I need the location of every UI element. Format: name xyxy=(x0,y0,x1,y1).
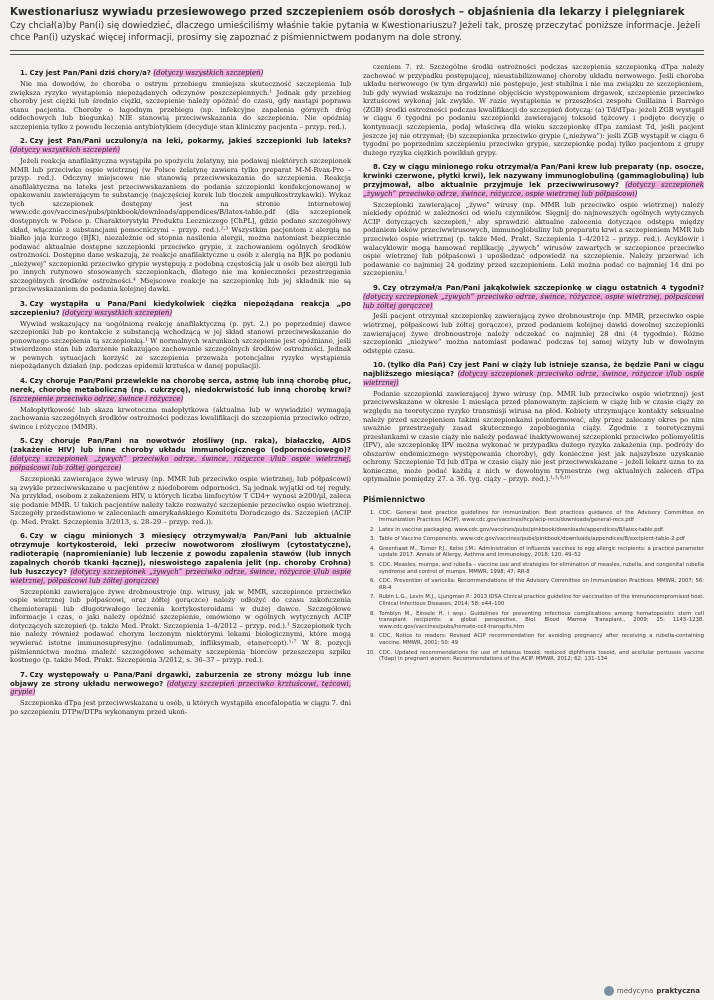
continuation-paragraph: czeniem 7. rż. Szczególne środki ostrożności podczas szczepienia szczepionką dTpa należy zachować w przypadku postępującej, nieustabilizowanej choroby układu nerwowego. Jeśli choroba układu nerwowego (w tym drgawki) nie postępuje, jest stabilna i nie ma związku ze szczepieniem, lub gdy wywiad wskazuje na rodzinne objęciście występowaniem drgawek, szczepienie przeciwko krztuścowi wykonaj jak zwykle. W razie wystąpienia w przeszłości zespołu Guillaina i Barrégo (ZGB) środki ostrożności podczas kwalifikacji do szczepień dotyczą: (a) Td/dTpa: jeżeli ZGB wystąpił w ciągu 6 tygodni po podaniu szczepionki zawierającej toksoid tężcowy i podjęto decyzję o kontynuacji szczepienia, podaj właściwą dla wieku szczepionkę dTpa zamiast Td, jeśli pacjent jeszcze jej nie otrzymał; (b) szczepionka przeciwko grypie („nieżywa”): jeśli ZGB wystąpił w ciągu 6 tygodni po poprzednim szczepieniu przeciwko grypie, szczepionkę podaj tylko pacjentom z grupy dużego ryzyka ciężkich powikłań grypy. xyxy=(363,63,704,157)
reference-number: 5. xyxy=(369,562,375,569)
answer-paragraph: Szczepionki zawierające żywe drobnoustroje (np. wirusy, jak w MMR, szczepionce przeciwko ospie wietrznej lub półpaścowi, oraz żółtej gorączce) należy odłożyć do czasu zakończenia chemioterapii lub długotrwałego leczenia kortykosteroidami w dużej dawce. Szczegółowe informacje i czas, o jaki należy opóźnić szczepienie, omówiono w ogólnych wytycznych ACIP dotyczących szczepień (p. także Med. Prakt. Szczepienia 1–4/2012 – przyp. red.).¹ Szczepionek tych nie należy również podawać chorym leczonym niektórymi lekami biologicznymi, które mogą wywierać istotne immunosupresyjne (adalimumab, infliksymab, etanercept).¹˒⁷ W 8. pozycji piśmiennictwa można znaleźć szczegółowe schematy szczepienia biorców przeszczepu szpiku kostnego (p. także Med. Prakt. Szczepienia 3/2012, s. 36–37 – przyp. red.). xyxy=(10,587,351,665)
question-applicability-note: (szczepienie przeciwko odrze, śwince i różyczce) xyxy=(10,394,184,403)
publisher-logo-icon xyxy=(604,986,614,996)
question-applicability-note: (dotyczy szczepień przeciwko krztuścowi, tężcowi, grypie) xyxy=(10,679,352,697)
reference-item xyxy=(363,510,704,523)
answer-paragraph: Nie ma dowodów, że choroba o ostrym przebiegu zmniejsza skuteczność szczepienia lub zwiększa ryzyko wystąpienia niepożądanych odczynów poszczepiennych.¹ Jednak gdy przebieg choroby jest ciężki lub średnio ciężki, szczepienie należy opóźnić do czasu, gdy nastąpi poprawa stanu pacjenta. Choroby o łagodnym przebiegu (np. infekcyjne zapalenia górnych dróg oddechowych lub biegunka) NIE stanowią przeciwwskazania do szczepienia. Nie opóźniaj szczepienia tylko z powodu leczenia antybiotykiem (decyduje stan kliniczny pacjenta – przyp. red.). xyxy=(10,80,351,131)
question-number: 3. xyxy=(20,299,28,308)
answer-paragraph: Szczepionki zawierające żywe wirusy (np. MMR lub przeciwko ospie wietrznej, lub półpaścowi) są zwykle przeciwwskazane u pacjentów z niedoborem odporności. Są jednak wyjątki od tej reguły. Na przykład, osobom z zakażeniem HIV, u których liczba limfocytów T CD4+ wynosi ≥200/µl, zaleca się podanie MMR. U takich pacjentów należy także rozważyć szczepienie przeciwko ospie wietrznej. Szczegóły przedstawiono w zaleceniach amerykańskiego Komitetu Doradczego ds. Szczepień (ACIP (p. Med. Prakt. Szczepienia 3/2013, s. 28–29 – przyp. red.)). xyxy=(10,475,351,526)
reference-text: CDC. Prevention of varicella: Recommendations of the Advisory Committee on Immunization Practices. MMWR, 2007; 56: RR-4 xyxy=(379,578,704,591)
reference-number: 4. xyxy=(369,545,375,552)
reference-item xyxy=(363,633,704,646)
question-heading xyxy=(363,163,704,199)
question-heading xyxy=(10,671,351,698)
question-heading xyxy=(10,69,351,78)
brand-name-a: medycyna xyxy=(616,987,654,995)
reference-number: 3. xyxy=(369,536,375,543)
reference-item xyxy=(363,536,704,543)
reference-item xyxy=(363,546,704,559)
question-highlight xyxy=(62,309,172,317)
question-number: 4. xyxy=(20,377,28,386)
question-applicability-note: (dotyczy szczepionek przeciwko odrze, śwince, różyczce i/lub ospie wietrznej) xyxy=(363,370,704,388)
reference-item xyxy=(363,527,704,534)
right-questions xyxy=(363,163,704,484)
reference-text: CDC. Updated recommendations for use of tetanus toxoid, reduced diphtheria toxoid, and acellular pertussis vaccine (Tdap) in pregnant women: Recommendations of the ACIP. MMWR, 2012; 62: 131–134 xyxy=(379,649,704,663)
answer-paragraph: Szczepionki zawierającej „żywe” wirusy (np. MMR lub przeciwko ospie wietrznej) należy niekiedy opóźnić w zależności od wielu czynników. Sięgnij do najnowszych ogólnych wytycznych ACIP dotyczących szczepień,¹ aby sprawdzić aktualne zalecenia dotyczące odstępu między podaniem leków przeciwwirusowych, immunoglobuliny lub preparatu krwi a szczepieniem MMR lub przeciwko ospie wietrznej (p. także Med. Prakt. Szczepienia 1–4/2012 – przyp. red.). Acyklowir i walacyklowir mogą hamować replikację „żywych” wirusów zawartych w szczepionce przeciwko ospie wietrznej lub półpaścowi i upośledzać odpowiedź na szczepienie. Należy przerwać ich podawanie co najmniej 24 godziny przed szczepieniem. Leki można podać co najmniej 14 dni po szczepieniu.¹ xyxy=(363,200,704,278)
question-applicability-note: (dotyczy szczepionek „żywych” przeciwko odrze, śwince, różyczce i/lub ospie wietrznej, półpaścowi lub żółtej gorączce) xyxy=(10,455,351,473)
question-highlight xyxy=(10,146,120,154)
reference-text: CDC. Notice to readers: Revised ACIP recommendation for avoiding pregnancy after receiving a rubella-containing vaccine. MMWR, 2001; 50: 49 xyxy=(379,633,704,646)
question-number: 10. xyxy=(373,361,386,370)
reference-text: Table of Vaccine Components. www.cdc.gov/vaccines/pubs/pinkbook/downloads/appendices/B/excipient-table-2.pdf xyxy=(379,536,685,543)
question-applicability-note: (dotyczy wszystkich szczepień) xyxy=(10,146,120,155)
answer-paragraph: Małopłytkowość lub skaza krwotoczna małopłytkowa (aktualna lub w wywiadzie) wymagają zachowania szczególnych środków ostrożności podczas kwalifikacji do szczepienia przeciwko odrze, śwince i różyczce (MMR). xyxy=(10,405,351,431)
question-number: 6. xyxy=(20,532,28,541)
question-number: 8. xyxy=(373,163,381,172)
answer-paragraph: Jeśli pacjent otrzymał szczepionkę zawierającą żywe drobnoustroje (np. MMR, przeciwko ospie wietrznej, półpaścowi lub żółtej gorączce), przed podaniem kolejnej dawki dowolnej szczepionki zawierającej żywe drobnoustroje należy odczekać co najmniej 28 dni (4 tygodnie). Różne szczepionki „nieżywe” można natomiast podawać podczas tej samej wizyty lub w dowolnym odstępie czasu. xyxy=(363,312,704,355)
reference-number: 6. xyxy=(369,578,375,585)
reference-item xyxy=(363,562,704,575)
reference-number: 2. xyxy=(369,526,375,533)
question-title: Czy w ciągu minionego roku otrzymał/a Pan/Pani krew lub preparaty (np. osocze, krwinki czerwone, płytki krwi), lek nazywany immunoglobuliną (gammaglobuliną) lub przyjmował, albo aktualnie przyjmuje lek przeciwwirusowy? xyxy=(363,163,704,190)
question-applicability-note: (dotyczy wszystkich szczepień) xyxy=(153,69,264,78)
question-title: Czy jest Pan/Pani uczulony/a na leki, pokarmy, jakieś szczepionki lub lateks? xyxy=(29,137,351,146)
question-applicability-note: (dotyczy wszystkich szczepień) xyxy=(62,308,173,317)
publisher-footer xyxy=(604,986,700,996)
question-number: 1. xyxy=(20,69,28,78)
question-title: (tylko dla Pań) Czy jest Pani w ciąży lub istnieje szansa, że będzie Pani w ciągu najbliższego miesiąca? xyxy=(363,361,704,379)
reference-text: CDC. General best practice guidelines for immunization. Best practices guidance of the Advisory Committee on Immunization Practices (ACIP). www.cdc.gov/vaccines/hcp/acip-recs/downloads/general-recs.pdf xyxy=(379,510,704,524)
reference-number: 7. xyxy=(369,594,375,601)
question-title: Czy wystąpiła u Pana/Pani kiedykolwiek ciężka niepożądana reakcja „po szczepieniu? xyxy=(10,299,351,317)
question-applicability-note: (dotyczy szczepionek „żywych” przeciwko odrze, śwince, różyczce, ospie wietrznej, półpaścowi lub żółtej gorączce) xyxy=(363,292,704,310)
brand-name-b: praktyczna xyxy=(656,987,700,995)
intro-text: Czy chciał(a)by Pan(i) się dowiedzieć, dlaczego umieściliśmy właśnie takie pytania w Kwestionariuszu? Jeżeli tak, proszę przeczytać poniższe informacje. Jeżeli chce Pan(i) uzyskać więcej informacji, prosimy się zapoznać z piśmiennictwem podanym na dole strony. xyxy=(10,21,701,43)
question-highlight xyxy=(363,293,704,310)
answer-paragraph: Wywiad wskazujący na uogólnioną reakcję anafilaktyczną (p. pyt. 2.) po poprzedniej dawce szczepionki lub po kontakcie z substancją wchodzącą w jej skład stanowi przeciwwskazanie do ponownego szczepienia tą szczepionką.¹ W normalnych warunkach szczepienie jest opóźniane, jeśli stwierdzono stan lub zdarzenie nakazujące zachowanie szczególnych środków ostrożności. Jednak w pewnych sytuacjach korzyść ze szczepienia przeważa potencjalne ryzyko wystąpienia niepożądanych działań (np. podczas epidemii krztuśca w danej populacji). xyxy=(10,319,351,371)
page-title: Kwestionariusz wywiadu przesiewowego przed szczepieniem osób dorosłych – objaśnienia dla lekarzy i pielęgniarek xyxy=(10,6,685,18)
question-applicability-note: (dotyczy szczepionek „żywych” przeciwko odrze, śwince, różyczce i/lub ospie wietrznej, półpaścowi lub żółtej gorączce) xyxy=(10,567,351,585)
question-title: Czy w ciągu minionych 3 miesięcy otrzymywał/a Pan/Pani lub aktualnie otrzymuje kortykosteroid, leki przeciw nowotworom złośliwym (cytostatyczne), radioterapię (napromienianie) lub leczenie z powodu zapalenia stawów (lub innych zapalnych chorób tkanki łącznej), nieswoistego zapalenia jelit (np. choroby Crohna) lub łuszczycy? xyxy=(10,532,351,576)
header-divider xyxy=(10,50,704,55)
right-column xyxy=(363,63,704,719)
content-columns xyxy=(10,63,704,719)
reference-item xyxy=(363,594,704,607)
reference-item xyxy=(363,650,704,663)
question-highlight xyxy=(10,395,183,403)
question-highlight xyxy=(153,69,263,77)
reference-text: Latex in vaccine packaging. www.cdc.gov/vaccines/pubs/pinkbook/downloads/appendices/B/latex-table.pdf. xyxy=(379,526,665,533)
question-title: Czy występowały u Pana/Pani drgawki, zaburzenia ze strony mózgu lub inne objawy ze strony układu nerwowego? xyxy=(10,670,351,688)
reference-text: Tomblyn M., Einsele H. i wsp.: Guidelines for preventing infectious complications among hematopoietic stem cell transplant recipients: a global perspective. Biol. Blood Marrow Transplant., 2009; 15: 1143–1238. www.cdc.gov/vaccines/pubs/hemato-cell-transplts.htm xyxy=(379,610,704,630)
question-title: Czy jest Pan/Pani dziś chory/a? xyxy=(29,69,151,78)
question-title: Czy choruje Pan/Pani przewlekle na chorobę serca, astmę lub inną chorobę płuc, nerek, chorobę metaboliczną (np. cukrzycę), niedokrwistość lub inną chorobę krwi? xyxy=(10,377,351,394)
reference-number: 8. xyxy=(369,610,375,617)
question-heading xyxy=(10,377,351,404)
question-number: 7. xyxy=(20,670,28,679)
reference-number: 10. xyxy=(366,649,375,656)
question-heading xyxy=(10,137,351,155)
question-heading xyxy=(363,284,704,311)
question-number: 5. xyxy=(20,437,28,446)
question-title: Czy choruje Pan/Pani na nowotwór złośliwy (np. raka), białaczkę, AIDS (zakażenie HIV) lub inne choroby układu immunologicznego (odpornościowego)? xyxy=(10,437,351,455)
question-heading xyxy=(10,532,351,585)
question-heading xyxy=(363,361,704,388)
question-applicability-note: (dotyczy szczepionek „żywych” przeciwko odrze, śwince, różyczce, ospie wietrznej lub półpaścowi) xyxy=(363,181,705,198)
question-heading xyxy=(10,437,351,473)
reference-item xyxy=(363,578,704,591)
answer-paragraph: Jeżeli reakcja anafilaktyczna wystąpiła po spożyciu żelatyny, nie podawaj niektórych szczepionek MMR lub przeciwko ospie wietrznej (w Polsce żelatynę zawiera tylko preparat M-M-Rvax-Pro – przyp. red.). Odczyny miejscowe nie stanowią przeciwwskazania do szczepienia. Reakcja anafilaktyczna na lateks jest przeciwwskazaniem do podania szczepionki konfekcjonowanej w opakowaniu zawierającym te substancję (najczęściej korek lub tłoczek ampułkostrzykawki). Wykaz tych szczepionek dostępny jest na stronie internetowej www.cdc.gov/vaccines/pubs/pinkbook/downloads/appendices/B/latex-table.pdf (dla szczepionek dostępnych w Polsce p. Charakterystyki Produktu Leczniczego [ChPL], gdzie podano szczegółowy skład, włącznie z substancjami pomocniczymi – przyp. red.).²˒³ Wszystkim pacjentom z alergią na białko jaja kurzego (BJK), niezależnie od stopnia nasilenia alergii, można natomiast bezpiecznie podawać aktualnie dostępne szczepionki przeciwko grypie, z zachowaniem ogólnych środków ostrożności. Dostępne dane wskazują, że reakcje anafilaktyczne u osób z alergią na BJK po podaniu „nieżywej” szczepionki przeciwko grypie występują z podobną częstością jak u osób bez alergii lub po innych rutynowo stosowanych szczepionkach, dlatego nie ma konieczności przestrzegania szczególnych środków ostrożności.⁴ Miejscowe reakcje na szczepionkę lub jej składnik nie są przeciwwskazaniem do podania kolejnej dawki. xyxy=(10,157,351,294)
reference-text: CDC. Measles, mumps, and rubella – vaccine use and strategies for elimination of measles, rubella, and congenital rubella syndrome and control of mumps. MMWR, 1998; 47: RR-8 xyxy=(379,562,704,575)
reference-number: 9. xyxy=(369,633,375,640)
answer-paragraph: Podanie szczepionki zawierającej żywe wirusy (np. MMR lub przeciwko ospie wietrznej) jest przeciwwskazane w okresie 1 miesiąca przed planowanym zajściem w ciążę lub w czasie ciąży ze względu na teoretyczne ryzyko transmisji wirusa na płód. Kobiety utrzymujące kontakty seksualne należy przed szczepieniem takimi szczepionkami poinformować, aby przez zalecany okres po nim uważnie przestrzegały zasad skutecznego zapobiegania ciąży. Zgodnie z teoretycznymi przesłankami w czasie ciąży nie należy podawać inaktywowanej szczepionki przeciwko poliomyelitis (IPV), ale szczepionkę IPV można wykonać w przypadku dużego ryzyka zakażenia (np. podróży do obszarów endemicznego występowania choroby), gdy konieczne jest jak najszybsze uzyskanie ochrony. Szczepienie Td lub dTpa w czasie ciąży nie jest przeciwwskazane – jeżeli lekarz uzna to za konieczne, może podać każdą z nich w dowolnym trymestrze (wg aktualnych zaleceń dTpa optymalnie pomiędzy 27. a 36. tyg. ciąży – przyp. red.).¹˒³˒⁹˒¹⁰ xyxy=(363,389,704,484)
reference-number: 1. xyxy=(369,510,375,517)
left-column xyxy=(10,63,351,719)
answer-paragraph: Szczepionka dTpa jest przeciwwskazana u osób, u których wystąpiła encefalopatia w ciągu 7. dni po szczepieniu DTPw/DTPa wykonanym przed ukoń- xyxy=(10,699,351,716)
reference-text: Greenhawt M., Turner P.J., Kelso J.M.: Administration of influenza vaccines to egg allergic recipients: a practice parameter update 2017. Annals of Allergy, Asthma and Immunology, 2018; 120: 49–52 xyxy=(379,545,704,559)
question-number: 2. xyxy=(20,137,28,146)
references-list xyxy=(363,510,704,662)
references-heading: Piśmiennictwo xyxy=(363,494,426,504)
question-heading xyxy=(10,300,351,318)
question-title: Czy otrzymał/a Pan/Pani jakąkolwiek szczepionkę w ciągu ostatnich 4 tygodni? xyxy=(382,283,704,292)
reference-text: Rubin L.G., Levin M.J., Ljungman P.: 2013 IDSA Clinical practice guideline for vaccination of the immunocompromised host. Clinical Infectious Diseases, 2014; 58: e44–100 xyxy=(379,594,704,608)
question-number: 9. xyxy=(373,283,381,292)
question-highlight xyxy=(10,455,351,472)
reference-item xyxy=(363,611,704,631)
